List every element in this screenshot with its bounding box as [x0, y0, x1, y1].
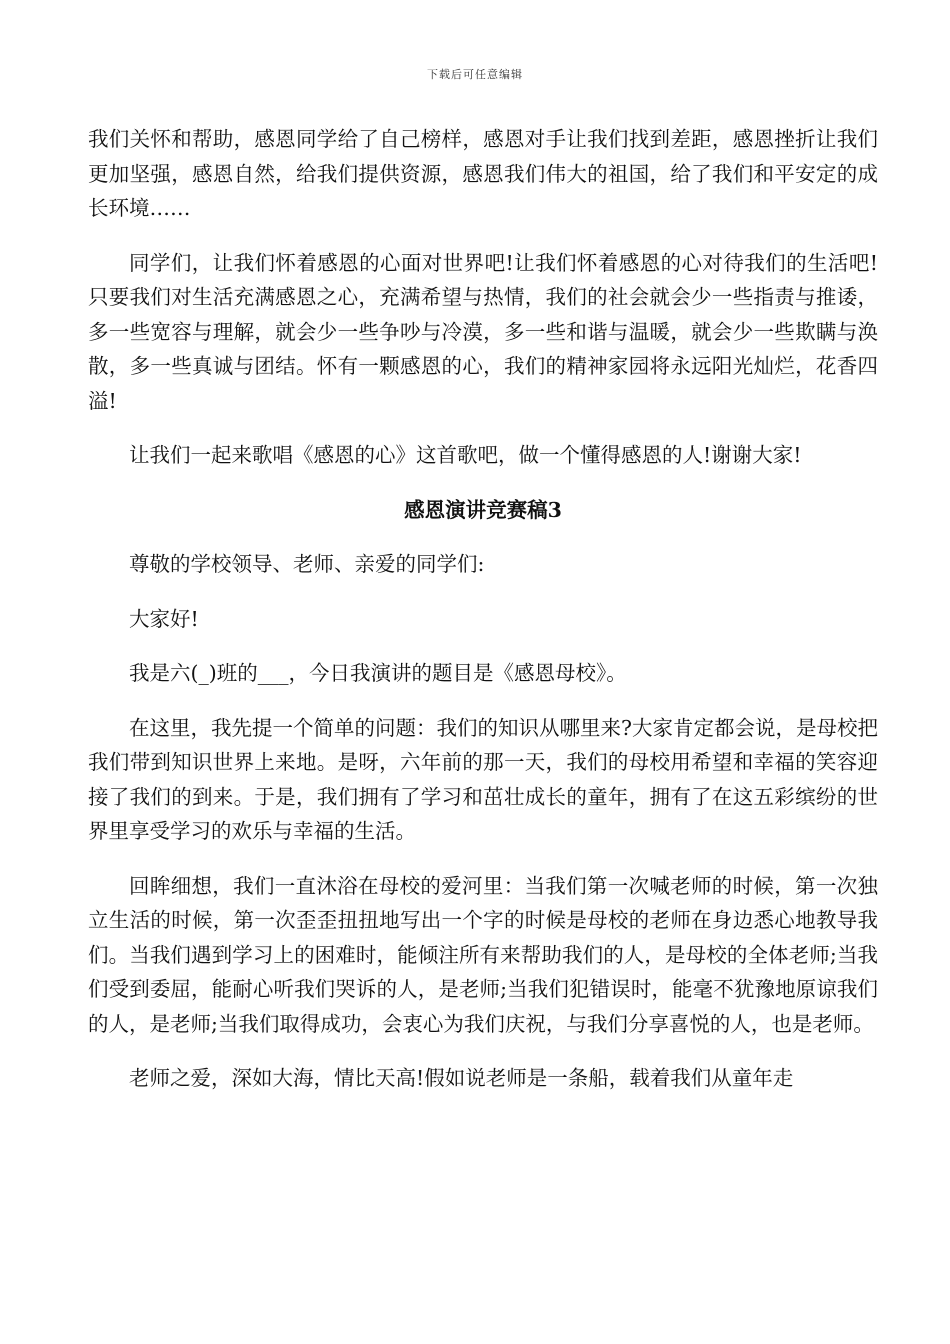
speech-intro: 我是六(_)班的___，今日我演讲的题目是《感恩母校》。	[129, 661, 627, 685]
salutation: 尊敬的学校领导、老师、亲爱的同学们:	[129, 552, 485, 576]
paragraph-teacher-memories: 回眸细想，我们一直沐浴在母校的爱河里：当我们第一次喊老师的时候，第一次独立生活的时候，第一次歪歪扭扭地写出一个字的时候是母校的老师在身边悉心地教导我们。当我们遇到学习上的困难时，能倾注所有来帮助我们的人，是母校的全体老师;当我们受到委屈，能耐心听我们哭诉的人，是老师;当我们犯错误时，能毫不犹豫地原谅我们的人，是老师;当我们取得成功，会衷心为我们庆祝，与我们分享喜悦的人，也是老师。	[88, 873, 878, 1036]
section-title: 感恩演讲竞赛稿3	[404, 497, 562, 522]
paragraph-gratitude-continued: 我们关怀和帮助，感恩同学给了自己榜样，感恩对手让我们找到差距，感恩挫折让我们更加坚强，感恩自然，给我们提供资源，感恩我们伟大的祖国，给了我们和平安定的成长环境……	[88, 127, 878, 220]
paragraph-teacher-love: 老师之爱，深如大海，情比天高!假如说老师是一条船，载着我们从童年走	[129, 1066, 794, 1090]
paragraph-classmates-appeal: 同学们，让我们怀着感恩的心面对世界吧!让我们怀着感恩的心对待我们的生活吧!只要我们对生活充满感恩之心，充满希望与热情，我们的社会就会少一些指责与推诿，多一些宽容与理解，就会少一些争吵与冷漠，多一些和谐与温暖，就会少一些欺瞒与涣散，多一些真诚与团结。怀有一颗感恩的心，我们的精神家园将永远阳光灿烂，花香四溢!	[88, 250, 878, 413]
greeting: 大家好!	[129, 606, 199, 631]
document-body	[88, 122, 878, 1116]
page-header-note: 下载后可任意编辑	[427, 68, 523, 81]
paragraph-knowledge-question: 在这里，我先提一个简单的问题：我们的知识从哪里来?大家肯定都会说，是母校把我们带到知识世界上来地。是呀，六年前的那一天，我们的母校用希望和幸福的笑容迎接了我们的到来。于是，我们拥有了学习和茁壮成长的童年，拥有了在这五彩缤纷的世界里享受学习的欢乐与幸福的生活。	[88, 715, 878, 843]
paragraph-closing-song: 让我们一起来歌唱《感恩的心》这首歌吧，做一个懂得感恩的人!谢谢大家!	[129, 443, 802, 467]
